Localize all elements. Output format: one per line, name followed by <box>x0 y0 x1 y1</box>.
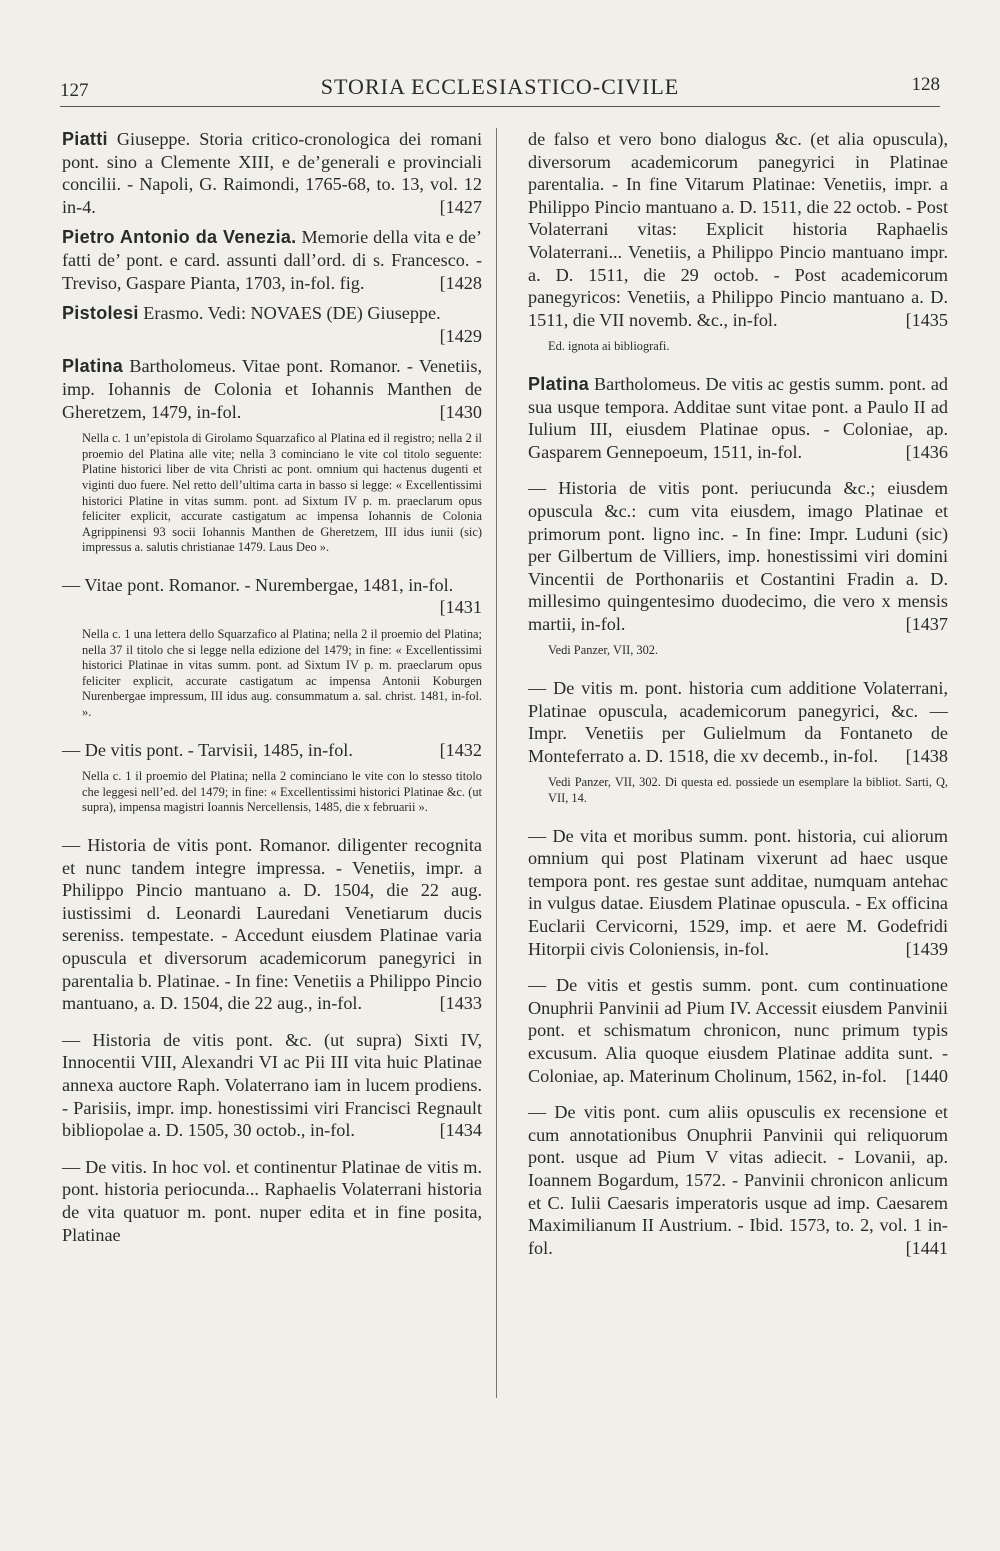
catalog-entry <box>62 302 482 347</box>
right-column <box>528 128 948 1267</box>
entry-text: — Historia de vitis pont. &c. (ut supra) Sixti IV, Innocentii VIII, Alexandri VI ac Pii III vita huic Platinae annexa auctore Raph. Volaterrano iam in lucem prodiens. - Parisiis, impr. imp. honestissimi viri Francisci Regnault bibliopolae a. D. 1505, 30 octob., in-fol. <box>62 1029 482 1141</box>
entry-number: [1436 <box>905 441 948 462</box>
catalog-entry <box>62 1029 482 1142</box>
catalog-entry <box>62 834 482 1015</box>
entry-author: Piatti <box>62 129 108 149</box>
entry-text: Memorie della vita e de’ fatti de’ pont. e card. assunti dall’ord. di s. Francesco. - Treviso, Gaspare Pianta, 1703, in-fol. fig. <box>62 227 482 293</box>
entry-number: [1441 <box>905 1237 948 1258</box>
entry-text: Erasmo. Vedi: NOVAES (DE) Giuseppe. <box>138 303 441 324</box>
entry-text: — Historia de vitis pont. periucunda &c.; eiusdem opuscula &c.: cum vita eiusdem, imago Platinae et primorum pont. ligno inc. - In fine: Impr. Luduni (sic) per Gilbertum de Villiers, imp. honestissimi viri domini Vincentii de Porthonariis et Costantini Fradin a. D. millesimo quingentesimo duodecimo, die vero x mensis martii, in-fol. <box>528 478 948 634</box>
entry-note: Nella c. 1 una lettera dello Squarzafico al Platina; nella 2 il proemio del Platina; nella 37 il titolo che si legge nella edizione del 1479; in fine: « Excellentissimi historici Platinae in vitas summ. pont. ad Sixtum IV p. m. praeclarum opus feliciter explicit, accurate castigatum ac impensa Antonii Koburgen Nurenbergae impressum, III idus aug. consummatum a. sal. christ. 1481, in-fol. ». <box>82 627 482 720</box>
catalog-entry <box>62 1156 482 1246</box>
entry-note: Nella c. 1 un’epistola di Girolamo Squarzafico al Platina ed il registro; nella 2 il proemio del Platina alle vite; nella 3 cominciano le vite col titolo seguente: Platine historici liber de vita Christi ac pont. omnium qui hactenus dugenti et viginti duo fuere. Nel retto dell’ultima carta in basso si legge: « Excellentissimi historici Platine in vitas summ. pont. ad Sixtum IV p. m. praeclarum opus feliciter explicit, accurate castigatum ac impensa Iohannis de Colonia Agrippinensi 93 socii Iohannis Manthen de Gheretzem, III idus iunii (sic) impressus a. salutis christianae 1479. Laus Deo ». <box>82 431 482 555</box>
entry-note: Vedi Panzer, VII, 302. <box>548 643 659 658</box>
entry-number: [1431 <box>439 597 482 618</box>
entry-number: [1438 <box>905 745 948 766</box>
entry-number: [1440 <box>905 1065 948 1086</box>
entry-number: [1437 <box>905 613 948 634</box>
left-column <box>62 128 482 1254</box>
entry-text: — Historia de vitis pont. Romanor. diligenter recognita et nunc tandem integre impressa. - Venetiis, impr. a Philippo Pincio mantuano a. D. 1504, die 22 aug. iustissimi d. Leonardi Lauredani Venetiarum ducis sereniss. tempestate. - Accedunt eiusdem Platinae varia opuscula et diversorum academicorum panegyrici in parentalia b. Platinae. - In fine: Venetiis a Philippo Pincio mantuano, a. D. 1504, die 22 aug., in-fol. <box>62 835 482 1014</box>
column-divider <box>496 128 497 1398</box>
catalog-entry <box>528 373 948 463</box>
entry-number: [1435 <box>905 309 948 330</box>
entry-note: Ed. ignota ai bibliografi. <box>548 339 670 354</box>
page-header <box>60 72 940 112</box>
catalog-entry <box>528 677 948 767</box>
page-number-right: 128 <box>911 74 940 95</box>
entry-author: Pistolesi <box>62 303 139 324</box>
entry-number: [1433 <box>439 993 482 1014</box>
catalog-entry <box>528 825 948 961</box>
entry-text: Giuseppe. Storia critico-cronologica dei romani pont. sino a Clemente XIII, e de’generali e provinciali concilii. - Napoli, G. Raimondi, 1765-68, to. 13, vol. 12 in-4. <box>62 129 482 217</box>
entry-number: [1434 <box>439 1120 482 1141</box>
entry-number: [1430 <box>439 401 482 422</box>
catalog-entry <box>528 1101 948 1259</box>
entry-number: [1427 <box>439 196 482 217</box>
entry-text: — De vita et moribus summ. pont. historia, cui aliorum omnium qui post Platinam vixerunt ad haec usque tempora pont. res gestae sunt additae, numquam antehac in vulgus datae. Eiusdem Platinae opuscula. - Ex officina Euclarii Cervicorni, 1529, imp. et aere M. Godefridi Hitorpii civis Coloniensis, in-fol. <box>528 825 948 959</box>
entry-text: — De vitis pont. - Tarvisii, 1485, in-fol. <box>62 739 353 760</box>
catalog-entry <box>528 477 948 635</box>
page-number-left: 127 <box>60 80 89 101</box>
header-rule <box>60 106 940 107</box>
entry-text: de falso et vero bono dialogus &c. (et alia opuscula), diversorum academicorum panegyrici in Platinae parentalia. - In fine Vitarum Platinae: Venetiis, impr. a Philippo Pincio mantuano a. D. 1511, die 22 octob. - Post Volaterrani vitas: Explicit historia Raphaelis Volaterrani... Venetiis, a Philippo Pincio mantuano impr. a. D. 1511, die 29 octob. - Post academicorum panegyricos: Venetiis, a Philippo Pincio mantuano a. D. 1511, die VII novemb. &c., in-fol. <box>528 129 948 330</box>
entry-author: Pietro Antonio da Venezia. <box>62 227 297 248</box>
entry-number: [1428 <box>439 272 482 293</box>
entry-author: Platina <box>528 373 590 394</box>
entry-note: Vedi Panzer, VII, 302. Di questa ed. possiede un esemplare la bibliot. Sarti, Q, VII, 14. <box>548 775 948 806</box>
entry-note: Nella c. 1 il proemio del Platina; nella 2 cominciano le vite con lo stesso titolo che leggesi nell’ed. del 1479; in fine: « Excellentissimi historici Platinae &c. (ut supra), impensa magistri Ioannis Nercellensis, 1485, die x februarii ». <box>82 769 482 815</box>
entry-text: Bartholomeus. Vitae pont. Romanor. - Venetiis, imp. Iohannis de Colonia et Iohannis Manthen de Gheretzem, 1479, in-fol. <box>62 356 482 422</box>
entry-author: Platina <box>62 356 124 377</box>
entry-number: [1439 <box>905 938 948 959</box>
entry-number: [1429 <box>439 325 482 346</box>
entry-text: — De vitis. In hoc vol. et continentur Platinae de vitis m. pont. historia periocunda... Raphaelis Volaterrani historia de vita quatuor m. pont. nuper edita et in fine posita, Platinae <box>62 1156 482 1245</box>
catalog-entry <box>528 974 948 1087</box>
entry-text: — De vitis pont. cum aliis opusculis ex recensione et cum annotationibus Onuphrii Panvinii qui reliquorum pont. usque ad Pium V vitas adiecit. - Lovanii, ap. Ioannem Bogardum, 1572. - Panvinii chronicon anlicum et C. Iulii Caesaris imperatoris usque ad imp. Caesarem Maximilianum II Austrium. - Ibid. 1573, to. 2, vol. 1 in-fol. <box>528 1102 948 1258</box>
catalog-entry <box>62 739 482 762</box>
catalog-entry <box>528 128 948 331</box>
entry-number: [1432 <box>439 739 482 760</box>
catalog-entry <box>62 128 482 218</box>
entry-text: — Vitae pont. Romanor. - Nurembergae, 1481, in-fol. <box>62 574 454 595</box>
entry-text: Bartholomeus. De vitis ac gestis summ. pont. ad sua usque tempora. Additae sunt vitae pont. a Paulo II ad Iulium III, eiusdem Platinae opus. - Coloniae, ap. Gasparem Gennepoeum, 1511, in-fol. <box>528 373 948 462</box>
entry-text: — De vitis et gestis summ. pont. cum continuatione Onuphrii Panvinii ad Pium IV. Accessit eiusdem Panvinii pont. et schismatum chronicon, nunc primum typis excusum. Alia quoque eiusdem Platinae addita sunt. - Coloniae, ap. Materinum Cholinum, 1562, in-fol. <box>528 975 948 1086</box>
catalog-entry <box>62 574 482 619</box>
running-title: STORIA ECCLESIASTICO-CIVILE <box>320 74 680 99</box>
entry-text: — De vitis m. pont. historia cum additione Volaterrani, Platinae opuscula, academicorum panegyrici, &c. — Impr. Venetiis per Gulielmum da Fontaneto de Monteferrato a. D. 1518, die xv decemb., in-fol. <box>528 678 948 766</box>
catalog-entry <box>62 226 482 294</box>
catalog-entry <box>62 355 482 423</box>
